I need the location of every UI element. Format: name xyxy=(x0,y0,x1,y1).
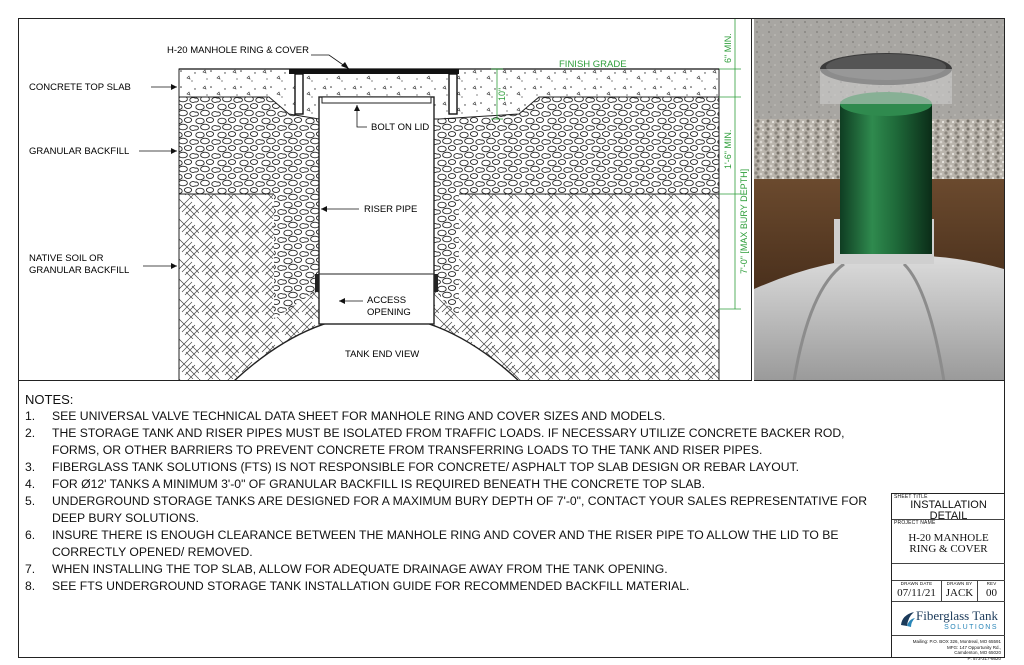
label-granular-backfill: GRANULAR BACKFILL xyxy=(29,146,130,157)
gravel-around-riser-left xyxy=(274,119,319,319)
label-access-1: ACCESS xyxy=(367,295,407,306)
fts-logo-icon xyxy=(898,609,918,629)
label-native-soil-2: GRANULAR BACKFILL xyxy=(29,265,130,276)
label-native-soil-1: NATIVE SOIL OR xyxy=(29,253,104,264)
drawn-date-cell: DRAWN DATE 07/11/21 xyxy=(892,581,942,601)
label-concrete-slab: CONCRETE TOP SLAB xyxy=(29,82,131,93)
dim-ten-in: 10" xyxy=(497,87,507,101)
rev-cell: REV 00 xyxy=(978,581,1005,601)
manhole-cover xyxy=(289,69,459,74)
notes-list xyxy=(25,408,893,595)
note-item: 6. INSURE THERE IS ENOUGH CLEARANCE BETWEEN THE MANHOLE RING AND COVER AND THE RISER PIPE TO ALLOW THE LID TO BE CORRECTLY OPENED/ REMOVED. xyxy=(25,528,839,559)
rev: 00 xyxy=(986,587,997,599)
access-clamp-right xyxy=(434,274,438,292)
logo-box xyxy=(892,602,1005,636)
drawn-by: JACK xyxy=(945,587,974,599)
address-box xyxy=(892,636,1005,661)
note-item: 3. FIBERGLASS TANK SOLUTIONS (FTS) IS NOT RESPONSIBLE FOR CONCRETE/ ASPHALT TOP SLAB DESIGN OR REBAR LAYOUT. xyxy=(25,460,799,474)
logo-name: Fiberglass Tank xyxy=(916,608,999,623)
project-name-2: RING & COVER xyxy=(909,543,988,555)
notes-heading: NOTES: xyxy=(25,392,74,407)
address-line: Camdenton, MO 65020 xyxy=(954,650,1001,656)
note-item: 2. THE STORAGE TANK AND RISER PIPES MUST BE ISOLATED FROM TRAFFIC LOADS. IF NECESSARY UTILIZE CONCRETE BACKER ROD, FORMS, OR OTHER BARRIERS TO PREVENT CONCRETE FROM TRANSFERRING LOADS TO THE TANK AND RISER PIPES. xyxy=(25,426,845,457)
project-name-box: PROJECT NAME H-20 MANHOLE RING & COVER xyxy=(892,520,1005,564)
label-access-2: OPENING xyxy=(367,307,411,318)
dim-six-min: 6" MIN. xyxy=(723,33,733,63)
render-riser-green xyxy=(840,104,932,254)
address-line: P: 573-317-6620 xyxy=(967,655,1001,661)
sheet-title-1: INSTALLATION xyxy=(910,499,987,511)
render-svg xyxy=(754,19,1004,381)
address-line: Mailing: P.O. BOX 326, Montreal, MO 65591 xyxy=(912,639,1001,644)
label-bolt-on-lid: BOLT ON LID xyxy=(371,122,430,133)
access-clamp-left xyxy=(315,274,319,292)
note-item: 8. SEE FTS UNDERGROUND STORAGE TANK INSTALLATION GUIDE FOR RECOMMENDED BACKFILL MATERIAL. xyxy=(25,579,690,593)
drawing-sheet xyxy=(18,18,1005,661)
address-line: MFG: 147 Opportunity Rd., xyxy=(946,644,1001,650)
label-manhole: H-20 MANHOLE RING & COVER xyxy=(167,45,309,56)
project-name-1: H-20 MANHOLE xyxy=(908,532,989,544)
label-tank-end-view: TANK END VIEW xyxy=(345,349,420,360)
note-item: 5. UNDERGROUND STORAGE TANKS ARE DESIGNED FOR A MAXIMUM BURY DEPTH OF 7'-0", CONTACT YOUR SALES REPRESENTATIVE FOR DEEP BURY SOLUTIONS. xyxy=(25,494,868,525)
label-riser-pipe: RISER PIPE xyxy=(364,204,418,215)
dim-one-six-min: 1'-6" MIN. xyxy=(723,129,733,169)
section-svg xyxy=(19,19,752,381)
note-item: 7. WHEN INSTALLING THE TOP SLAB, ALLOW FOR ADEQUATE DRAINAGE AWAY FROM THE TANK OPENING. xyxy=(25,562,668,576)
drawing-info-row xyxy=(892,580,1005,602)
render-image xyxy=(754,19,1004,381)
note-item: 1. SEE UNIVERSAL VALVE TECHNICAL DATA SHEET FOR MANHOLE RING AND COVER SIZES AND MODELS. xyxy=(25,409,666,423)
logo-sub: SOLUTIONS xyxy=(944,624,999,631)
dim-seven-max: 7'-0" [MAX BURY DEPTH] xyxy=(739,168,749,274)
section-drawing xyxy=(19,19,752,381)
label-finish-grade: FINISH GRADE xyxy=(559,59,627,70)
drawn-date: 07/11/21 xyxy=(897,587,936,599)
drawn-by-cell: DRAWN BY JACK xyxy=(942,581,978,601)
note-item: 4. FOR Ø12' TANKS A MINIMUM 3'-0" OF GRANULAR BACKFILL IS REQUIRED BENEATH THE CONCRETE TOP SLAB. xyxy=(25,477,706,491)
manhole-ring-left xyxy=(295,74,303,114)
sheet-title-2: DETAIL xyxy=(929,510,968,522)
title-block xyxy=(891,493,1004,661)
bolt-on-lid xyxy=(322,97,431,103)
notes-section xyxy=(25,391,893,595)
render-manhole-ring xyxy=(820,69,952,104)
manhole-ring-right xyxy=(449,74,457,114)
sheet-title-box: SHEET TITLE INSTALLATION DETAIL xyxy=(892,494,1005,520)
